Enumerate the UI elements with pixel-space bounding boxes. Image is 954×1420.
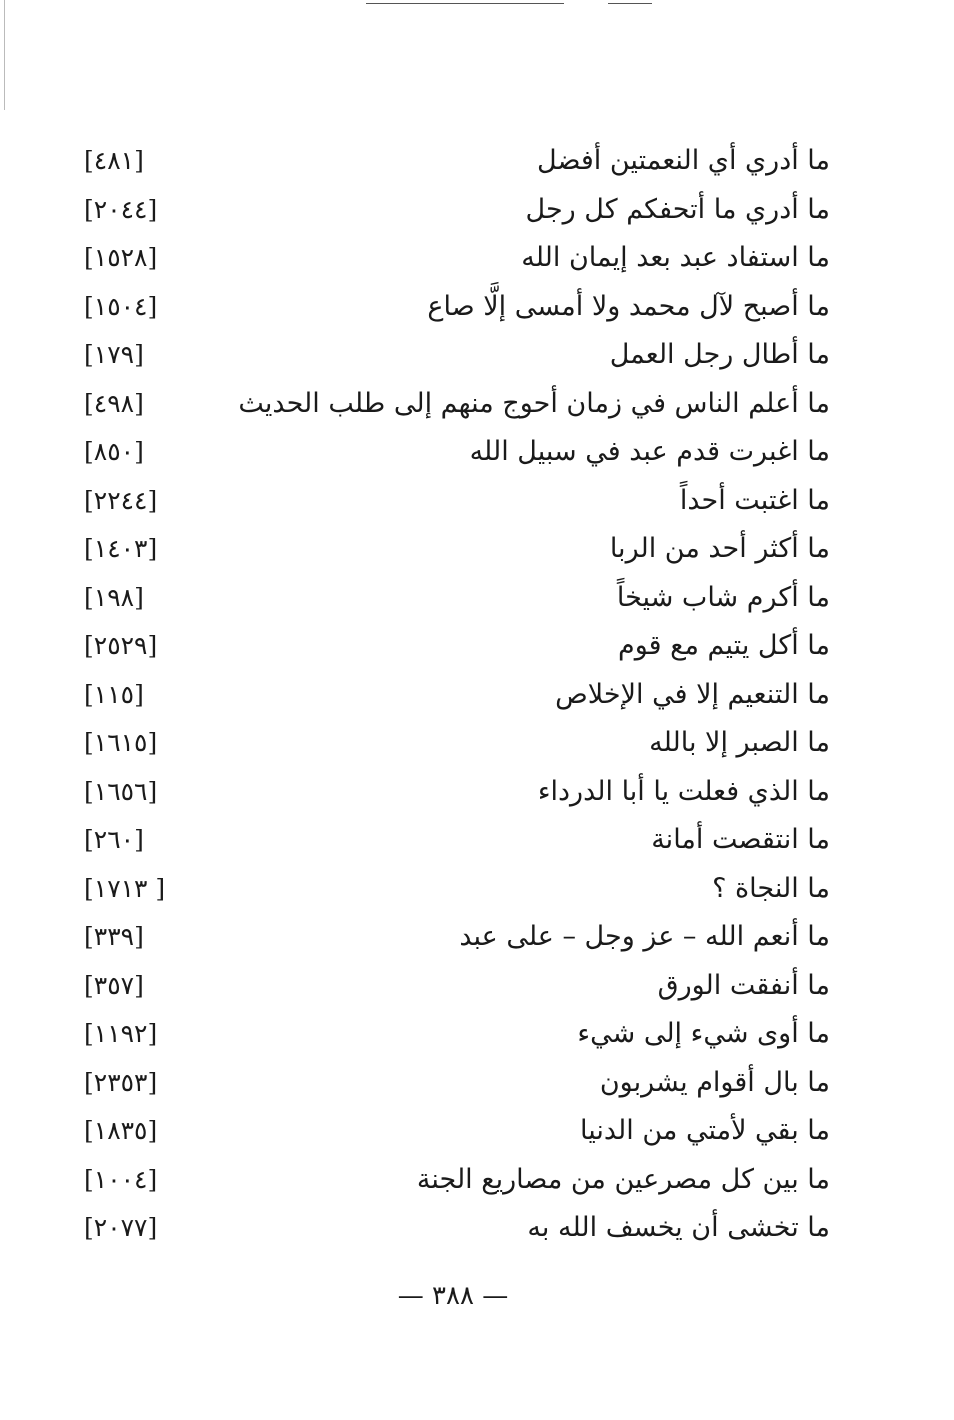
entry-text: ما أدري ما أتحفكم كل رجل xyxy=(525,193,830,225)
entry-reference: [١٠٠٤] xyxy=(84,1164,158,1194)
entry-text: ما الصبر إلا بالله xyxy=(649,727,830,758)
list-item xyxy=(0,913,954,962)
entry-reference: [١٨٣٥] xyxy=(84,1116,158,1145)
entry-reference: [١١٩٢] xyxy=(84,1019,158,1048)
entry-text: ما أعلم الناس في زمان أحوج منهم إلى طلب الحديث xyxy=(238,387,830,419)
list-item xyxy=(0,186,954,235)
list-item xyxy=(0,1107,954,1156)
entry-text: ما أكرم شاب شيخاً xyxy=(616,581,830,613)
entry-text: ما استفاد عبد بعد إيمان الله xyxy=(521,242,830,273)
entry-reference: [٤٩٨] xyxy=(84,388,144,418)
list-item xyxy=(0,1010,954,1059)
entry-text: ما اغتبت أحداً xyxy=(679,484,830,516)
list-item xyxy=(0,428,954,477)
list-item xyxy=(0,137,954,186)
entry-reference: [٢٦٠] xyxy=(84,825,144,854)
entry-text: ما تخشى أن يخسف الله به xyxy=(527,1212,830,1243)
list-item xyxy=(0,380,954,429)
entry-text: ما التنعيم إلا في الإخلاص xyxy=(555,678,830,710)
entry-text: ما أكثر أحد من الربا xyxy=(609,533,830,564)
entry-text: ما أدري أي النعمتين أفضل xyxy=(537,145,830,176)
entry-reference: [١٥٠٤] xyxy=(84,291,158,321)
list-item xyxy=(0,719,954,768)
entry-reference: [٣٥٧] xyxy=(84,970,144,1000)
list-item xyxy=(0,1204,954,1253)
list-item xyxy=(0,1059,954,1108)
list-item xyxy=(0,283,954,332)
entry-reference: [١٦٥٦] xyxy=(84,776,158,806)
entry-reference: [٢٢٤٤] xyxy=(84,485,158,515)
entry-reference: [٣٣٩] xyxy=(84,922,144,951)
list-item xyxy=(0,1156,954,1205)
entry-text: ما بال أقوام يشربون xyxy=(599,1066,830,1098)
entry-reference: [١٧٩] xyxy=(84,340,144,369)
top-rule-left xyxy=(366,3,564,4)
left-margin-line xyxy=(4,0,5,110)
list-item xyxy=(0,525,954,574)
entry-reference: [١٤٠٣] xyxy=(84,534,158,563)
entry-reference: [٤٨١] xyxy=(84,146,144,175)
entry-reference: [١٦١٥] xyxy=(84,728,158,757)
list-item xyxy=(0,574,954,623)
entry-reference: [ ١٧١٣] xyxy=(84,873,166,903)
entry-reference: [٢٥٢٩] xyxy=(84,631,158,660)
entry-reference: [١٩٨] xyxy=(84,582,144,612)
top-rule-right xyxy=(608,3,652,4)
list-item xyxy=(0,331,954,380)
list-item xyxy=(0,671,954,720)
entry-text: ما أنعم الله – عز وجل – على عبد xyxy=(459,921,830,952)
list-item xyxy=(0,477,954,526)
entry-text: ما النجاة ؟ xyxy=(712,872,830,904)
list-item xyxy=(0,816,954,865)
list-item xyxy=(0,622,954,671)
entry-text: ما بقي لأمتي من الدنيا xyxy=(579,1115,830,1146)
entry-reference: [١٥٢٨] xyxy=(84,243,158,272)
list-item xyxy=(0,234,954,283)
entry-text: ما أصبح لآل محمد ولا أمسى إلَّا صاع xyxy=(427,290,830,322)
page-number: — ٣٨٨ — xyxy=(397,1281,509,1311)
entry-text: ما انتقصت أمانة xyxy=(651,824,830,855)
entry-text: ما أوى شيء إلى شيء xyxy=(577,1018,830,1049)
list-item xyxy=(0,962,954,1011)
entry-reference: [٨٥٠] xyxy=(84,437,144,466)
entry-reference: [٢٠٧٧] xyxy=(84,1213,158,1242)
list-item xyxy=(0,768,954,817)
entry-text: ما الذي فعلت يا أبا الدرداء xyxy=(537,775,830,807)
entry-reference: [٢٠٤٤] xyxy=(84,194,158,224)
entry-reference: [١١٥] xyxy=(84,679,144,709)
entry-text: ما بين كل مصرعين من مصاريع الجنة xyxy=(416,1163,830,1195)
entry-text: ما أنفقت الورق xyxy=(657,969,830,1001)
hadith-index-list xyxy=(0,137,954,1253)
entry-text: ما أكل يتيم مع قوم xyxy=(617,630,830,661)
entry-text: ما أطال رجل العمل xyxy=(609,339,830,370)
list-item xyxy=(0,865,954,914)
entry-reference: [٢٣٥٣] xyxy=(84,1067,158,1097)
entry-text: ما اغبرت قدم عبد في سبيل الله xyxy=(469,436,830,467)
